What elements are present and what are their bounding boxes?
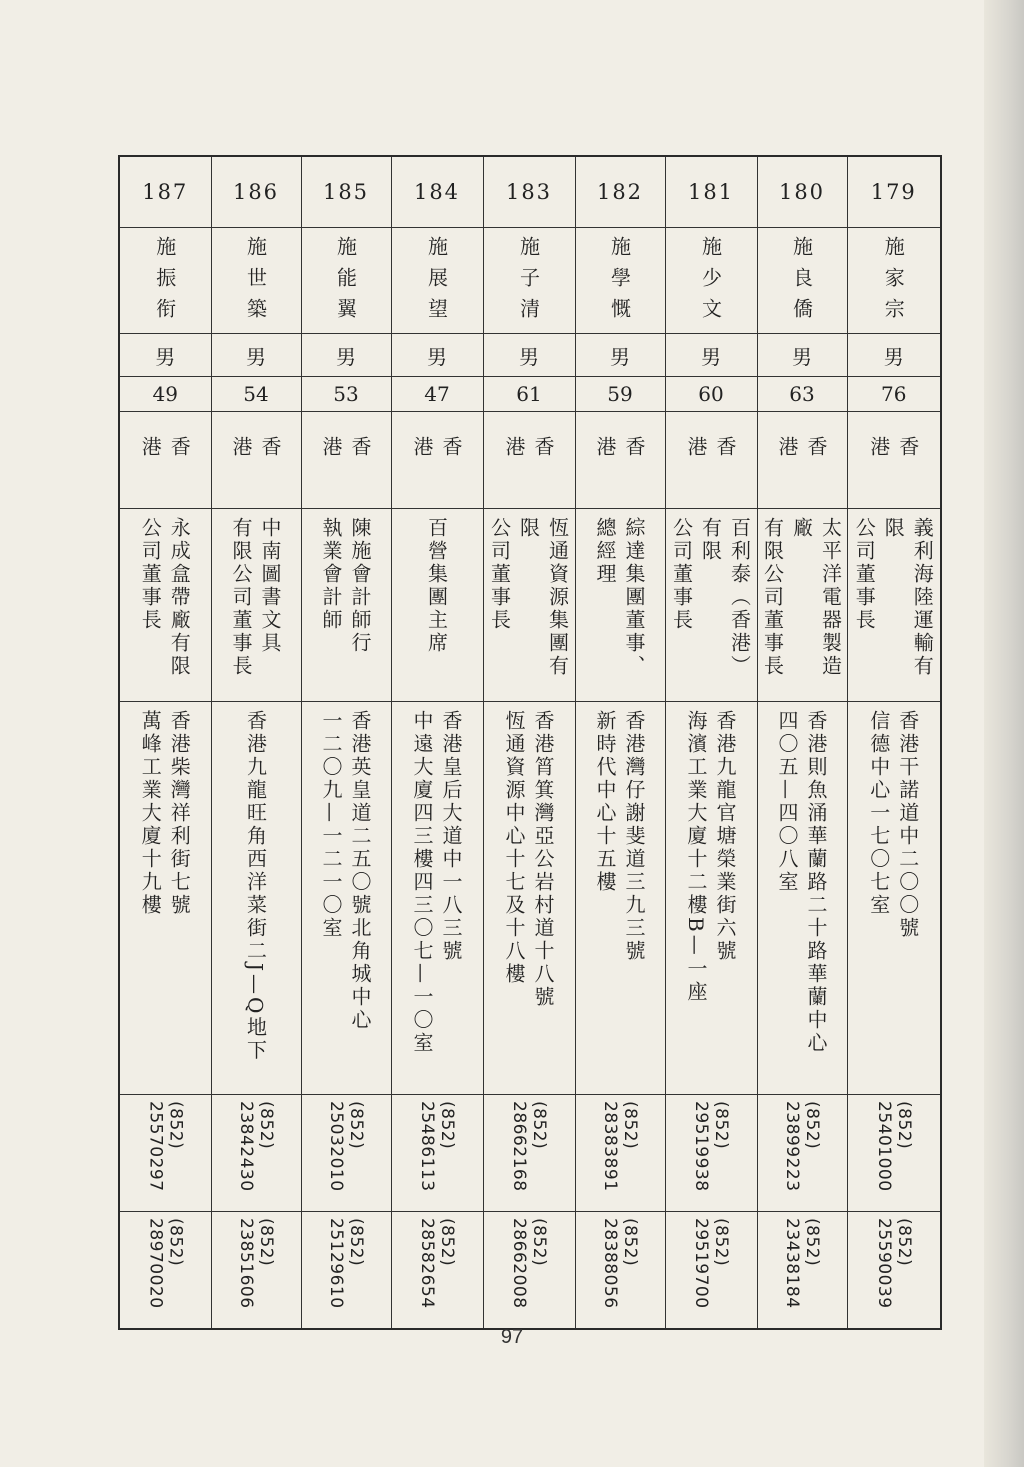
occupation-cell bbox=[483, 509, 575, 702]
gender-cell: 男 bbox=[757, 334, 847, 377]
occupation-text-line: 有限公司董事長 bbox=[760, 517, 785, 678]
row-occupation bbox=[119, 509, 941, 702]
fax-text-line: (852) bbox=[256, 1218, 276, 1267]
fax-text-line: 28970020 bbox=[145, 1218, 166, 1309]
fax-text bbox=[509, 1212, 549, 1324]
address-text bbox=[773, 702, 831, 1090]
address-text-line: 香港九龍旺角西洋菜街二J—Q地下 bbox=[243, 710, 268, 1063]
phone-text bbox=[874, 1095, 914, 1207]
phone-text-line: 29519938 bbox=[691, 1101, 711, 1192]
address-cell bbox=[483, 702, 575, 1095]
occupation-text-line: 公司董事長 bbox=[138, 517, 163, 632]
fax-text-line: (852) bbox=[893, 1218, 914, 1267]
row-phone bbox=[119, 1095, 941, 1212]
phone-cell bbox=[301, 1095, 391, 1212]
fax-text-line: 28388056 bbox=[600, 1218, 620, 1309]
phone-text bbox=[417, 1095, 457, 1207]
occupation-text bbox=[136, 509, 194, 697]
name-text: 施子清 bbox=[516, 236, 541, 329]
serial-number-cell: 182 bbox=[575, 156, 665, 228]
gender-cell: 男 bbox=[847, 334, 941, 377]
fax-text-line: (852) bbox=[437, 1218, 457, 1267]
fax-text-line: (852) bbox=[529, 1218, 549, 1267]
fax-text bbox=[874, 1212, 914, 1324]
phone-text-line: (852) bbox=[165, 1101, 186, 1150]
occupation-text bbox=[227, 509, 285, 697]
fax-cell bbox=[483, 1212, 575, 1330]
fax-text-line: (852) bbox=[802, 1218, 822, 1267]
fax-text-line: (852) bbox=[620, 1218, 640, 1267]
occupation-text-line: 陳施會計師行 bbox=[348, 517, 372, 655]
residence-cell bbox=[119, 412, 211, 509]
member-name-cell bbox=[391, 228, 483, 334]
name-text: 施良僑 bbox=[789, 236, 814, 329]
member-name-cell bbox=[119, 228, 211, 334]
occupation-text-line: 公司董事長 bbox=[852, 517, 877, 632]
phone-text-line: 28662168 bbox=[509, 1101, 529, 1192]
phone-text-line: 23842430 bbox=[236, 1101, 256, 1192]
occupation-text bbox=[423, 509, 452, 697]
phone-text-line: (852) bbox=[256, 1101, 276, 1150]
age-cell: 49 bbox=[119, 377, 211, 412]
fax-text-line: 29519700 bbox=[691, 1218, 711, 1309]
row-fax bbox=[119, 1212, 941, 1330]
address-cell bbox=[575, 702, 665, 1095]
phone-text-line: 23899223 bbox=[782, 1101, 802, 1192]
name-text: 施家宗 bbox=[881, 236, 906, 329]
age-cell: 47 bbox=[391, 377, 483, 412]
phone-text-line: 25570297 bbox=[145, 1101, 166, 1192]
residence-text: 香港 bbox=[775, 436, 828, 488]
serial-number-cell: 180 bbox=[757, 156, 847, 228]
residence-text: 香港 bbox=[684, 436, 737, 488]
member-name-cell bbox=[575, 228, 665, 334]
occupation-text bbox=[759, 509, 846, 697]
residence-cell bbox=[575, 412, 665, 509]
fax-text bbox=[782, 1212, 822, 1324]
phone-text-line: (852) bbox=[711, 1101, 731, 1150]
name-text: 施能翼 bbox=[333, 236, 358, 329]
row-residence bbox=[119, 412, 941, 509]
member-name-cell bbox=[301, 228, 391, 334]
serial-number-cell: 183 bbox=[483, 156, 575, 228]
occupation-text-line: 總經理 bbox=[593, 517, 617, 586]
address-text bbox=[865, 702, 923, 1090]
member-name-cell bbox=[665, 228, 757, 334]
fax-text bbox=[600, 1212, 640, 1324]
fax-cell bbox=[665, 1212, 757, 1330]
address-text-line: 香港則魚涌華蘭路二十路華蘭中心 bbox=[804, 710, 828, 1055]
row-name bbox=[119, 228, 941, 334]
residence-cell bbox=[847, 412, 941, 509]
member-registry-table bbox=[118, 155, 942, 1330]
name-text: 施少文 bbox=[698, 236, 723, 329]
fax-cell bbox=[847, 1212, 941, 1330]
address-cell bbox=[665, 702, 757, 1095]
occupation-cell bbox=[847, 509, 941, 702]
gender-cell: 男 bbox=[575, 334, 665, 377]
occupation-text bbox=[486, 509, 573, 697]
address-cell bbox=[847, 702, 941, 1095]
row-gender bbox=[119, 334, 941, 377]
address-text-line: 香港九龍官塘榮業街六號 bbox=[713, 710, 737, 963]
occupation-text-line: 公司董事長 bbox=[669, 517, 694, 632]
phone-text-line: 25032010 bbox=[326, 1101, 346, 1192]
age-cell: 53 bbox=[301, 377, 391, 412]
age-cell: 76 bbox=[847, 377, 941, 412]
phone-cell bbox=[119, 1095, 211, 1212]
address-text-line: 香港英皇道二五〇號北角城中心 bbox=[348, 710, 372, 1032]
fax-text-line: 25590039 bbox=[873, 1218, 894, 1309]
fax-text-line: 28662008 bbox=[509, 1218, 529, 1309]
occupation-text-line: 中南圖書文具 bbox=[258, 517, 282, 655]
occupation-cell bbox=[575, 509, 665, 702]
name-text: 施學慨 bbox=[607, 236, 632, 329]
page-edge-shadow bbox=[984, 0, 1024, 1467]
gender-cell: 男 bbox=[391, 334, 483, 377]
fax-cell bbox=[301, 1212, 391, 1330]
phone-cell bbox=[575, 1095, 665, 1212]
phone-text-line: (852) bbox=[802, 1101, 822, 1150]
row-address bbox=[119, 702, 941, 1095]
phone-text-line: 28383891 bbox=[600, 1101, 620, 1192]
name-text: 施展望 bbox=[424, 236, 449, 329]
fax-text-line: 23438184 bbox=[782, 1218, 802, 1309]
phone-text-line: 25486113 bbox=[417, 1101, 437, 1192]
fax-text bbox=[417, 1212, 457, 1324]
phone-text bbox=[691, 1095, 731, 1207]
gender-cell: 男 bbox=[483, 334, 575, 377]
member-name-cell bbox=[847, 228, 941, 334]
address-cell bbox=[757, 702, 847, 1095]
serial-number-cell: 186 bbox=[211, 156, 301, 228]
fax-text-line: 25129610 bbox=[326, 1218, 346, 1309]
residence-text: 香港 bbox=[229, 436, 282, 488]
age-cell: 54 bbox=[211, 377, 301, 412]
serial-number-cell: 181 bbox=[665, 156, 757, 228]
age-cell: 63 bbox=[757, 377, 847, 412]
phone-text bbox=[782, 1095, 822, 1207]
fax-cell bbox=[119, 1212, 211, 1330]
address-text bbox=[408, 702, 466, 1090]
gender-cell: 男 bbox=[665, 334, 757, 377]
address-text bbox=[591, 702, 649, 1090]
occupation-cell bbox=[757, 509, 847, 702]
fax-text-line: (852) bbox=[346, 1218, 366, 1267]
occupation-text-line: 有限公司董事長 bbox=[229, 517, 253, 678]
occupation-text-line: 執業會計師 bbox=[319, 517, 343, 632]
residence-cell bbox=[757, 412, 847, 509]
phone-text-line: (852) bbox=[620, 1101, 640, 1150]
residence-cell bbox=[301, 412, 391, 509]
name-text: 施世築 bbox=[243, 236, 268, 329]
address-cell bbox=[211, 702, 301, 1095]
phone-cell bbox=[391, 1095, 483, 1212]
fax-cell bbox=[391, 1212, 483, 1330]
occupation-text-line: 百營集團主席 bbox=[424, 517, 449, 655]
age-cell: 59 bbox=[575, 377, 665, 412]
address-text-line: 信德中心一七〇七室 bbox=[866, 710, 891, 917]
fax-cell bbox=[757, 1212, 847, 1330]
address-cell bbox=[119, 702, 211, 1095]
occupation-text-line: 公司董事長 bbox=[487, 517, 512, 632]
occupation-text-line: 永成盒帶廠有限 bbox=[167, 517, 192, 678]
phone-text-line: (852) bbox=[346, 1101, 366, 1150]
occupation-text-line: 恆通資源集團有限 bbox=[516, 517, 570, 678]
serial-number-cell: 187 bbox=[119, 156, 211, 228]
occupation-cell bbox=[665, 509, 757, 702]
address-text-line: 香港干諾道中二〇〇號 bbox=[895, 710, 920, 940]
address-text-line: 香港皇后大道中一八三號 bbox=[439, 710, 463, 963]
residence-cell bbox=[211, 412, 301, 509]
phone-text bbox=[509, 1095, 549, 1207]
phone-text bbox=[236, 1095, 276, 1207]
name-text: 施振衔 bbox=[152, 236, 177, 329]
residence-text: 香港 bbox=[866, 436, 920, 488]
phone-text bbox=[600, 1095, 640, 1207]
page-number: 97 bbox=[500, 1326, 524, 1348]
address-text bbox=[136, 702, 194, 1090]
fax-text bbox=[145, 1212, 185, 1324]
phone-text-line: (852) bbox=[529, 1101, 549, 1150]
address-text-line: 新時代中心十五樓 bbox=[593, 710, 617, 894]
phone-cell bbox=[757, 1095, 847, 1212]
address-text-line: 一二〇九—一二一〇室 bbox=[319, 710, 343, 940]
phone-text bbox=[326, 1095, 366, 1207]
occupation-text-line: 義利海陸運輸有限 bbox=[881, 517, 935, 678]
fax-text bbox=[236, 1212, 276, 1324]
address-text-line: 香港筲箕灣亞公岩村道十八號 bbox=[531, 710, 555, 1009]
occupation-cell bbox=[391, 509, 483, 702]
fax-text bbox=[326, 1212, 366, 1324]
occupation-text-line: 百利泰（香港）有限 bbox=[698, 517, 752, 678]
address-cell bbox=[391, 702, 483, 1095]
residence-text: 香港 bbox=[138, 436, 192, 488]
row-serial-number bbox=[119, 156, 941, 228]
phone-text-line: 25401000 bbox=[873, 1101, 894, 1192]
address-text-line: 恆通資源中心十七及十八樓 bbox=[502, 710, 526, 986]
member-name-cell bbox=[757, 228, 847, 334]
address-text bbox=[317, 702, 375, 1090]
residence-text: 香港 bbox=[593, 436, 646, 488]
fax-cell bbox=[211, 1212, 301, 1330]
phone-cell bbox=[847, 1095, 941, 1212]
occupation-text-line: 綜達集團董事、 bbox=[622, 517, 646, 678]
address-text bbox=[242, 702, 271, 1090]
address-text bbox=[500, 702, 558, 1090]
address-text-line: 中遠大廈四三樓四三〇七—一〇室 bbox=[410, 710, 434, 1055]
address-text bbox=[682, 702, 740, 1090]
age-cell: 60 bbox=[665, 377, 757, 412]
occupation-text-line: 太平洋電器製造廠 bbox=[789, 517, 843, 678]
member-name-cell bbox=[483, 228, 575, 334]
occupation-text bbox=[850, 509, 937, 697]
fax-text-line: 23851606 bbox=[236, 1218, 256, 1309]
phone-cell bbox=[665, 1095, 757, 1212]
address-cell bbox=[301, 702, 391, 1095]
residence-text: 香港 bbox=[410, 436, 463, 488]
residence-cell bbox=[391, 412, 483, 509]
member-name-cell bbox=[211, 228, 301, 334]
occupation-text bbox=[591, 509, 649, 697]
fax-text-line: 28582654 bbox=[417, 1218, 437, 1309]
occupation-cell bbox=[119, 509, 211, 702]
address-text-line: 海濱工業大廈十二樓B—一座 bbox=[684, 710, 708, 1004]
occupation-text bbox=[317, 509, 375, 697]
fax-text bbox=[691, 1212, 731, 1324]
residence-cell bbox=[483, 412, 575, 509]
phone-text-line: (852) bbox=[437, 1101, 457, 1150]
gender-cell: 男 bbox=[301, 334, 391, 377]
address-text-line: 四〇五—四〇八室 bbox=[775, 710, 799, 894]
phone-cell bbox=[483, 1095, 575, 1212]
serial-number-cell: 185 bbox=[301, 156, 391, 228]
fax-text-line: (852) bbox=[711, 1218, 731, 1267]
age-cell: 61 bbox=[483, 377, 575, 412]
gender-cell: 男 bbox=[211, 334, 301, 377]
address-text-line: 萬峰工業大廈十九樓 bbox=[138, 710, 163, 917]
occupation-cell bbox=[211, 509, 301, 702]
fax-text-line: (852) bbox=[165, 1218, 186, 1267]
residence-text: 香港 bbox=[502, 436, 555, 488]
fax-cell bbox=[575, 1212, 665, 1330]
phone-text bbox=[145, 1095, 185, 1207]
residence-text: 香港 bbox=[319, 436, 372, 488]
gender-cell: 男 bbox=[119, 334, 211, 377]
row-age bbox=[119, 377, 941, 412]
occupation-cell bbox=[301, 509, 391, 702]
address-text-line: 香港柴灣祥利街七號 bbox=[167, 710, 192, 917]
phone-cell bbox=[211, 1095, 301, 1212]
residence-cell bbox=[665, 412, 757, 509]
occupation-text bbox=[668, 509, 755, 697]
address-text-line: 香港灣仔謝斐道三九三號 bbox=[622, 710, 646, 963]
phone-text-line: (852) bbox=[893, 1101, 914, 1150]
registry-body bbox=[119, 156, 941, 1329]
serial-number-cell: 179 bbox=[847, 156, 941, 228]
serial-number-cell: 184 bbox=[391, 156, 483, 228]
